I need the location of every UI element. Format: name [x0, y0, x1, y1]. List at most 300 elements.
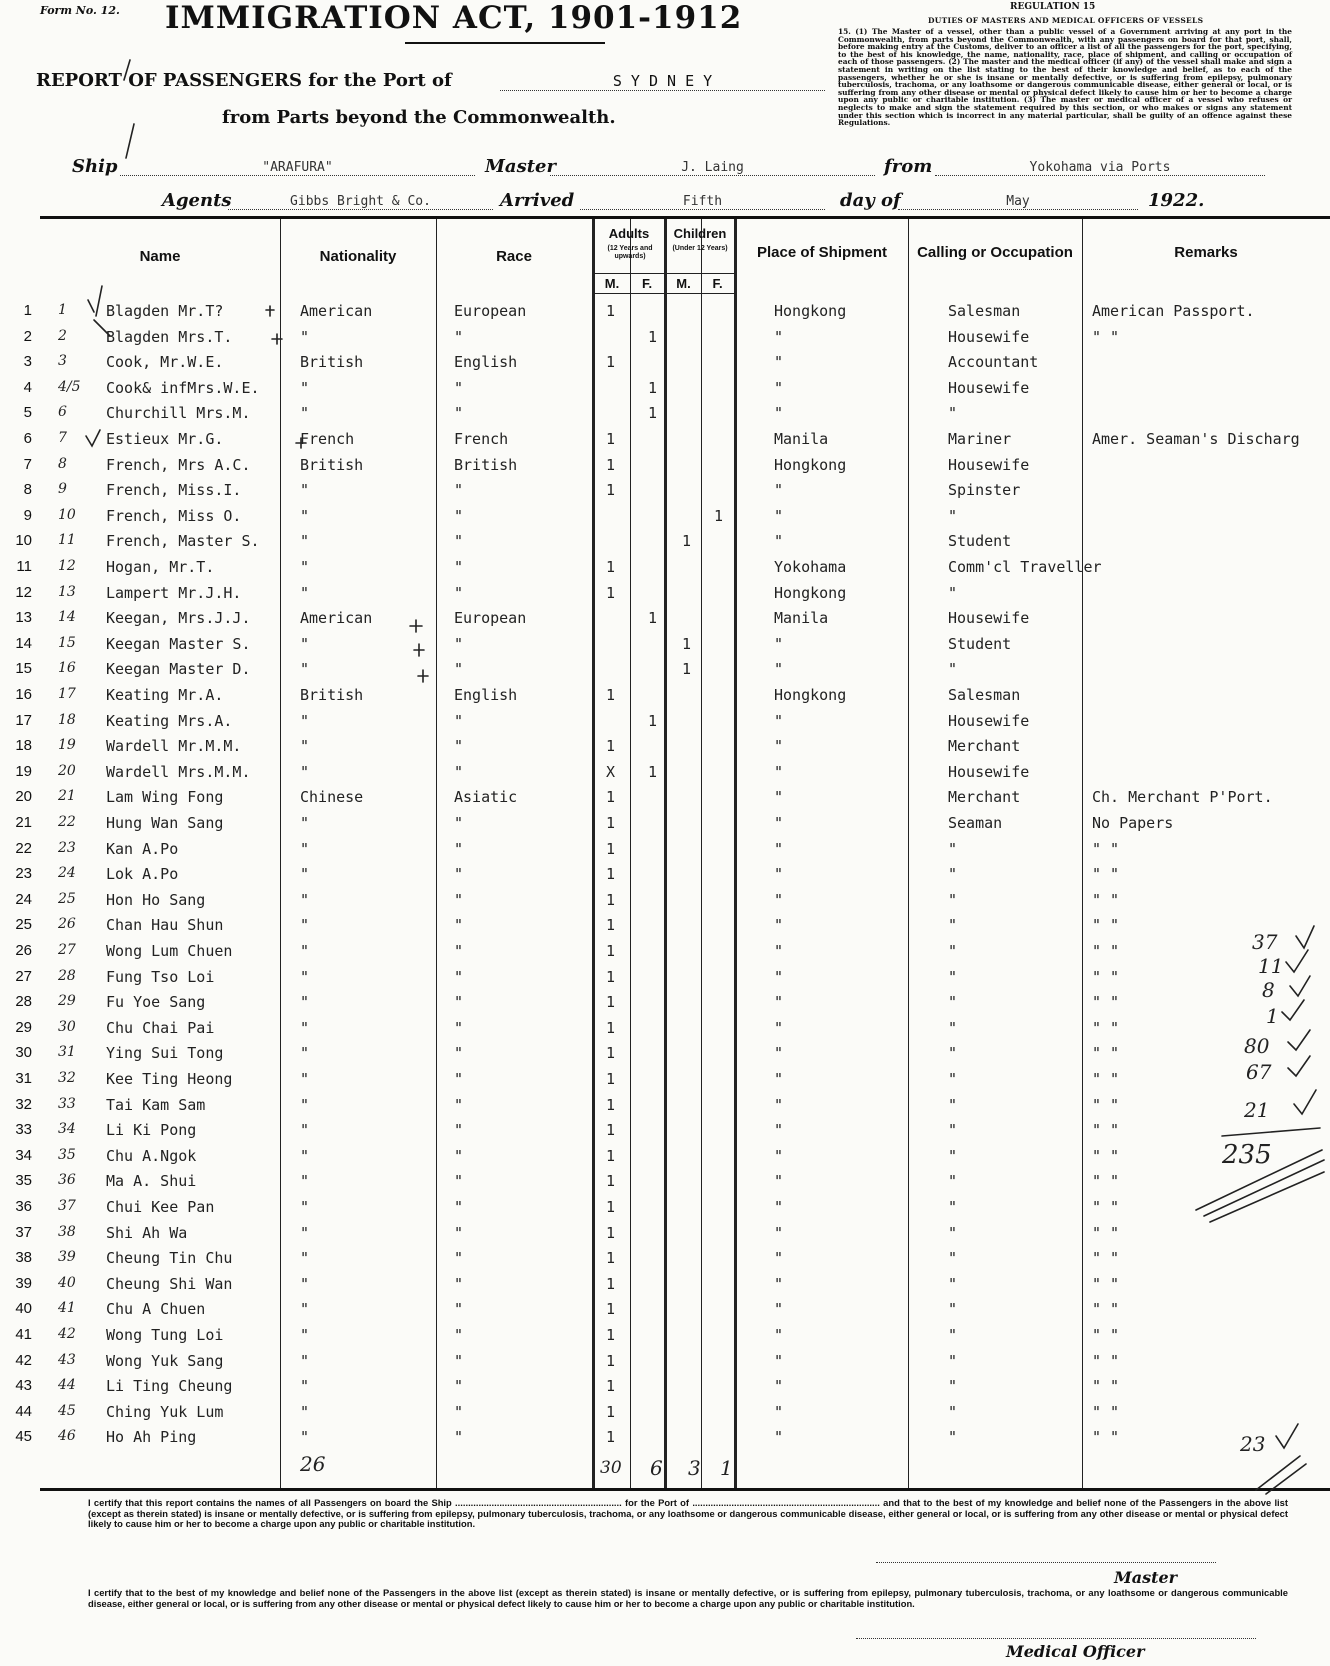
- adult-male-cell: 1: [606, 584, 616, 602]
- row-number: 7: [23, 456, 32, 473]
- race-cell: British: [454, 456, 518, 474]
- handwritten-count: 38: [58, 1224, 76, 1240]
- race-cell: European: [454, 302, 527, 320]
- row-number: 27: [15, 968, 32, 985]
- place-of-shipment-cell: ": [774, 1070, 784, 1088]
- occupation-cell: Comm'cl Traveller: [948, 558, 1102, 576]
- occupation-cell: ": [948, 1352, 958, 1370]
- handwritten-count: 19: [58, 737, 76, 753]
- row-number: 17: [15, 712, 32, 729]
- handwritten-count: 27: [58, 942, 76, 958]
- row-number: 16: [15, 686, 32, 703]
- occupation-cell: Housewife: [948, 712, 1030, 730]
- adult-female-cell: 1: [648, 712, 658, 730]
- nationality-cell: ": [300, 1121, 310, 1139]
- occupation-cell: ": [948, 1403, 958, 1421]
- handwritten-count: 21: [58, 788, 76, 804]
- occupation-cell: Salesman: [948, 302, 1021, 320]
- race-cell: ": [454, 1352, 464, 1370]
- row-number: 9: [23, 507, 32, 524]
- strike-marks: [1256, 1456, 1306, 1494]
- tick-mark: [1296, 926, 1314, 948]
- passenger-name: Kee Ting Heong: [106, 1070, 233, 1088]
- place-of-shipment-cell: Hongkong: [774, 302, 847, 320]
- passenger-name: Cheung Tin Chu: [106, 1249, 233, 1267]
- row-number: 32: [15, 1096, 32, 1113]
- handwritten-count: 7: [58, 430, 67, 446]
- adult-male-cell: 1: [606, 865, 616, 883]
- nationality-cell: ": [300, 1224, 310, 1242]
- adult-male-cell: 1: [606, 814, 616, 832]
- occupation-cell: ": [948, 1172, 958, 1190]
- passenger-name: Keegan, Mrs.J.J.: [106, 609, 251, 627]
- remarks-cell: " ": [1092, 891, 1120, 909]
- passenger-name: Kan A.Po: [106, 840, 179, 858]
- adult-male-cell: 1: [606, 481, 616, 499]
- handwritten-count: 26: [58, 916, 76, 932]
- column-header-nationality: Nationality: [319, 248, 397, 265]
- nationality-cell: ": [300, 1198, 310, 1216]
- child-male-cell: 1: [682, 635, 692, 653]
- row-number: 8: [23, 481, 32, 498]
- place-of-shipment-cell: ": [774, 763, 784, 781]
- children-female-header: F.: [712, 276, 723, 291]
- adult-male-cell: 1: [606, 993, 616, 1011]
- total-children-male: 3: [688, 1456, 701, 1480]
- adult-male-cell: 1: [606, 686, 616, 704]
- handwritten-count: 1: [58, 302, 67, 318]
- place-of-shipment-cell: ": [774, 1300, 784, 1318]
- master-signature-line: [876, 1562, 1216, 1563]
- adult-male-cell: 1: [606, 1300, 616, 1318]
- race-cell: ": [454, 1019, 464, 1037]
- passenger-name: Shi Ah Wa: [106, 1224, 188, 1242]
- nationality-cell: ": [300, 1070, 310, 1088]
- remarks-cell: " ": [1092, 1249, 1120, 1267]
- occupation-cell: ": [948, 916, 958, 934]
- race-cell: ": [454, 1275, 464, 1293]
- race-cell: ": [454, 865, 464, 883]
- passenger-name: Wong Tung Loi: [106, 1326, 224, 1344]
- handwritten-count: 14: [58, 609, 76, 625]
- passenger-name: Ho Ah Ping: [106, 1428, 197, 1446]
- adult-male-cell: 1: [606, 1044, 616, 1062]
- remarks-cell: " ": [1092, 1147, 1120, 1165]
- handwritten-count: 16: [58, 660, 76, 676]
- handwritten-count: 17: [58, 686, 76, 702]
- race-cell: ": [454, 660, 464, 678]
- occupation-cell: ": [948, 1121, 958, 1139]
- handwritten-count: 20: [58, 763, 76, 779]
- tick-mark: [1282, 1000, 1304, 1020]
- race-cell: ": [454, 737, 464, 755]
- margin-mark: [126, 124, 134, 158]
- occupation-cell: Mariner: [948, 430, 1012, 448]
- handwritten-count: 8: [58, 456, 67, 472]
- row-number: 2: [23, 328, 32, 345]
- nationality-cell: ": [300, 1403, 310, 1421]
- nationality-cell: ": [300, 865, 310, 883]
- tick-mark: [1294, 1090, 1316, 1114]
- children-age-note: (Under 12 Years): [672, 245, 728, 252]
- margin-note: 11: [1258, 954, 1284, 978]
- nationality-cell: ": [300, 532, 310, 550]
- row-number: 5: [23, 404, 32, 421]
- handwritten-count: 2: [58, 328, 67, 344]
- handwritten-count: 23: [58, 840, 76, 856]
- passenger-name: Chui Kee Pan: [106, 1198, 215, 1216]
- passenger-name: Wong Lum Chuen: [106, 942, 233, 960]
- passenger-name: Keegan Master D.: [106, 660, 251, 678]
- remarks-cell: " ": [1092, 1198, 1120, 1216]
- place-of-shipment-cell: ": [774, 1224, 784, 1242]
- race-cell: ": [454, 1300, 464, 1318]
- regulation-text: 15. (1) The Master of a vessel, other than a public vessel of a Government arriving at any port in the Commonwealth, from parts beyond the Commonwealth, with any passengers on board for that port, shall, before making entry at the Customs, deliver to an officer a list of all the passengers for the port, specifying, to the best of his knowledge, the name, nationality, race, place of shipment, and calling or occupation of each of those passengers. (2) The master and the medical officer (if any) of the vessel shall make and sign a statement in writing on the list stating to the best of their knowledge and belief, as to each of the passengers, whether he or she is insane or mentally defective, or is suffering from epilepsy, pulmonary tuberculosis, trachoma, or any loathsome or dangerous communicable disease, either general or local, or is suffering from any other disease or mental or physical defect likely to cause him or her to become a charge upon any public or charitable institution. (3) The master or medical officer of a vessel who refuses or neglects to make and sign the statement required by this section, or who makes or signs any statement under this section which is incorrect in any material particular, shall be guilty of an offence against these Regulations.: [838, 27, 1292, 128]
- occupation-cell: Seaman: [948, 814, 1003, 832]
- margin-note: 23: [1240, 1432, 1266, 1456]
- place-of-shipment-cell: Yokohama: [774, 558, 847, 576]
- medical-signature-line: [856, 1638, 1256, 1639]
- row-number: 38: [15, 1249, 32, 1266]
- race-cell: ": [454, 1198, 464, 1216]
- place-of-shipment-cell: ": [774, 635, 784, 653]
- remarks-cell: " ": [1092, 1275, 1120, 1293]
- row-number: 43: [15, 1377, 32, 1394]
- adult-male-cell: X: [606, 763, 616, 781]
- race-cell: ": [454, 840, 464, 858]
- row-number: 21: [15, 814, 32, 831]
- row-number: 31: [15, 1070, 32, 1087]
- arrived-label: Arrived: [500, 190, 575, 211]
- race-cell: ": [454, 481, 464, 499]
- remarks-cell: " ": [1092, 942, 1120, 960]
- nationality-cell: ": [300, 737, 310, 755]
- remarks-cell: " ": [1092, 1019, 1120, 1037]
- nationality-cell: ": [300, 660, 310, 678]
- row-number: 37: [15, 1224, 32, 1241]
- row-number: 42: [15, 1352, 32, 1369]
- master-certificate: I certify that this report contains the names of all Passengers on board the Ship ................................................................ for the Port of ........................................................................ and that to the best of my knowledge and belief none of the Passengers in the above list (except as therein stated) is insane or mentally defective, or is suffering from epilepsy, pulmonary tuberculosis, trachoma, or any loathsome or dangerous communicable disease, either general or local, or is suffering from any other disease or mental or physical defect likely to cause him or her to become a charge upon any public or charitable institution.: [88, 1497, 1288, 1529]
- passenger-name: Ching Yuk Lum: [106, 1403, 224, 1421]
- occupation-cell: Housewife: [948, 379, 1030, 397]
- passenger-name: Li Ki Pong: [106, 1121, 197, 1139]
- race-cell: ": [454, 993, 464, 1011]
- arrived-field: Fifth: [580, 194, 825, 210]
- nationality-cell: ": [300, 1147, 310, 1165]
- occupation-cell: Spinster: [948, 481, 1021, 499]
- nationality-cell: British: [300, 353, 364, 371]
- race-cell: ": [454, 891, 464, 909]
- place-of-shipment-cell: ": [774, 507, 784, 525]
- adult-female-cell: 1: [648, 328, 658, 346]
- handwritten-count: 35: [58, 1147, 76, 1163]
- remarks-cell: " ": [1092, 1224, 1120, 1242]
- adult-male-cell: 1: [606, 1224, 616, 1242]
- occupation-cell: Salesman: [948, 686, 1021, 704]
- place-of-shipment-cell: Hongkong: [774, 584, 847, 602]
- regulation-title: REGULATION 15: [1010, 2, 1096, 12]
- passenger-name: Lampert Mr.J.H.: [106, 584, 242, 602]
- handwritten-count: 13: [58, 584, 76, 600]
- place-of-shipment-cell: ": [774, 942, 784, 960]
- nationality-cell: ": [300, 481, 310, 499]
- passenger-name: Cheung Shi Wan: [106, 1275, 233, 1293]
- row-number: 20: [15, 788, 32, 805]
- adult-male-cell: 1: [606, 1070, 616, 1088]
- remarks-cell: " ": [1092, 865, 1120, 883]
- nationality-cell: ": [300, 1044, 310, 1062]
- master-signature-label: Master: [1114, 1568, 1178, 1587]
- remarks-cell: " ": [1092, 1352, 1120, 1370]
- margin-note: 8: [1262, 978, 1275, 1002]
- row-number: 22: [15, 840, 32, 857]
- remarks-cell: " ": [1092, 993, 1120, 1011]
- passenger-name: Hon Ho Sang: [106, 891, 206, 909]
- nationality-cell: ": [300, 1326, 310, 1344]
- handwritten-count: 37: [58, 1198, 76, 1214]
- occupation-cell: ": [948, 1070, 958, 1088]
- race-cell: ": [454, 558, 464, 576]
- handwritten-count: 15: [58, 635, 76, 651]
- remarks-cell: " ": [1092, 1326, 1120, 1344]
- adult-male-cell: 1: [606, 1377, 616, 1395]
- race-cell: ": [454, 328, 464, 346]
- adult-female-cell: 1: [648, 404, 658, 422]
- row-number: 3: [23, 353, 32, 370]
- race-cell: ": [454, 712, 464, 730]
- handwritten-count: 6: [58, 404, 67, 420]
- place-of-shipment-cell: ": [774, 1326, 784, 1344]
- place-of-shipment-cell: ": [774, 737, 784, 755]
- nationality-cell: French: [300, 430, 355, 448]
- tick-mark: [88, 286, 102, 316]
- adult-male-cell: 1: [606, 968, 616, 986]
- race-cell: ": [454, 1172, 464, 1190]
- margin-note: 21: [1244, 1098, 1270, 1122]
- handwritten-count: 42: [58, 1326, 76, 1342]
- adult-male-cell: 1: [606, 1121, 616, 1139]
- nationality-cell: ": [300, 1428, 310, 1446]
- handwritten-count: 18: [58, 712, 76, 728]
- nationality-cell: ": [300, 814, 310, 832]
- race-cell: ": [454, 507, 464, 525]
- remarks-cell: " ": [1092, 916, 1120, 934]
- place-of-shipment-cell: ": [774, 1352, 784, 1370]
- margin-note: 37: [1252, 930, 1278, 954]
- nationality-cell: American: [300, 302, 373, 320]
- from-parts-heading: from Parts beyond the Commonwealth.: [222, 107, 616, 128]
- adult-female-cell: 1: [648, 609, 658, 627]
- adult-male-cell: 1: [606, 1147, 616, 1165]
- children-male-header: M.: [676, 276, 691, 291]
- row-number: 6: [23, 430, 32, 447]
- adult-male-cell: 1: [606, 1198, 616, 1216]
- handwritten-count: 39: [58, 1249, 76, 1265]
- passenger-name: Chu A.Ngok: [106, 1147, 197, 1165]
- year-field: 1922.: [1148, 190, 1205, 211]
- nationality-cell: ": [300, 1249, 310, 1267]
- nationality-cell: ": [300, 891, 310, 909]
- row-number: 24: [15, 891, 32, 908]
- column-header-remarks: Remarks: [1174, 244, 1238, 261]
- child-male-cell: 1: [682, 532, 692, 550]
- race-cell: ": [454, 532, 464, 550]
- total-nationality: 26: [300, 1452, 326, 1476]
- row-number: 23: [15, 865, 32, 882]
- adult-male-cell: 1: [606, 891, 616, 909]
- nationality-cell: ": [300, 993, 310, 1011]
- place-of-shipment-cell: ": [774, 404, 784, 422]
- place-of-shipment-cell: ": [774, 353, 784, 371]
- report-heading: REPORT OF PASSENGERS for the Port of: [36, 70, 452, 91]
- race-cell: ": [454, 1249, 464, 1267]
- race-cell: ": [454, 916, 464, 934]
- place-of-shipment-cell: ": [774, 660, 784, 678]
- day-of-label: day of: [840, 190, 901, 211]
- row-number: 1: [23, 302, 32, 319]
- nationality-cell: ": [300, 1377, 310, 1395]
- occupation-cell: ": [948, 404, 958, 422]
- race-cell: ": [454, 1377, 464, 1395]
- occupation-cell: ": [948, 507, 958, 525]
- total-children-female: 1: [720, 1456, 733, 1480]
- place-of-shipment-cell: ": [774, 1428, 784, 1446]
- row-number: 35: [15, 1172, 32, 1189]
- margin-mark: [124, 60, 130, 80]
- place-of-shipment-cell: ": [774, 1377, 784, 1395]
- passenger-name: Lok A.Po: [106, 865, 179, 883]
- remarks-cell: " ": [1092, 1377, 1120, 1395]
- occupation-cell: Housewife: [948, 456, 1030, 474]
- passenger-name: Fu Yoe Sang: [106, 993, 206, 1011]
- handwritten-count: 25: [58, 891, 76, 907]
- row-number: 40: [15, 1300, 32, 1317]
- nationality-cell: ": [300, 1096, 310, 1114]
- race-cell: ": [454, 379, 464, 397]
- handwritten-count: 41: [58, 1300, 76, 1316]
- race-cell: English: [454, 353, 518, 371]
- race-cell: Asiatic: [454, 788, 518, 806]
- handwritten-count: 30: [58, 1019, 76, 1035]
- nationality-cell: ": [300, 1019, 310, 1037]
- occupation-cell: ": [948, 1326, 958, 1344]
- row-number: 36: [15, 1198, 32, 1215]
- column-header-place: Place of Shipment: [756, 244, 888, 261]
- nationality-cell: ": [300, 712, 310, 730]
- row-number: 19: [15, 763, 32, 780]
- adult-male-cell: 1: [606, 1326, 616, 1344]
- nationality-cell: ": [300, 404, 310, 422]
- adult-female-cell: 1: [648, 379, 658, 397]
- adult-male-cell: 1: [606, 788, 616, 806]
- passenger-name: Chan Hau Shun: [106, 916, 224, 934]
- place-of-shipment-cell: ": [774, 328, 784, 346]
- row-number: 34: [15, 1147, 32, 1164]
- place-of-shipment-cell: ": [774, 916, 784, 934]
- nationality-cell: ": [300, 584, 310, 602]
- place-of-shipment-cell: ": [774, 968, 784, 986]
- adult-male-cell: 1: [606, 1096, 616, 1114]
- row-number: 28: [15, 993, 32, 1010]
- handwritten-count: 12: [58, 558, 76, 574]
- race-cell: ": [454, 1070, 464, 1088]
- row-number: 30: [15, 1044, 32, 1061]
- nationality-cell: ": [300, 379, 310, 397]
- occupation-cell: ": [948, 840, 958, 858]
- occupation-cell: Merchant: [948, 737, 1021, 755]
- medical-signature-label: Medical Officer: [1006, 1642, 1145, 1661]
- row-number: 25: [15, 916, 32, 933]
- occupation-cell: ": [948, 1275, 958, 1293]
- row-number: 11: [16, 558, 32, 575]
- handwritten-count: 43: [58, 1352, 76, 1368]
- race-cell: ": [454, 1224, 464, 1242]
- remarks-cell: " ": [1092, 1172, 1120, 1190]
- column-header-race: Race: [496, 248, 532, 265]
- sum-rule: [1222, 1128, 1320, 1136]
- handwritten-count: 33: [58, 1096, 76, 1112]
- adults-female-header: F.: [641, 276, 653, 291]
- adult-male-cell: 1: [606, 1019, 616, 1037]
- margin-note: 80: [1244, 1034, 1270, 1058]
- occupation-cell: Merchant: [948, 788, 1021, 806]
- place-of-shipment-cell: ": [774, 1198, 784, 1216]
- row-number: 4: [23, 379, 32, 396]
- passenger-name: Blagden Mr.T?: [106, 302, 224, 320]
- place-of-shipment-cell: ": [774, 1172, 784, 1190]
- adult-male-cell: 1: [606, 737, 616, 755]
- medical-certificate: I certify that to the best of my knowledge and belief none of the Passengers in the above list (except as therein stated) is insane or mentally defective, or is suffering from epilepsy, pulmonary tuberculosis, trachoma, or any loathsome or dangerous communicable disease, either general or local, or is suffering from any other disease or mental or physical defect likely to cause him or her to become a charge upon any public or charitable institution.: [88, 1587, 1288, 1609]
- occupation-cell: ": [948, 1147, 958, 1165]
- month-field: May: [898, 194, 1138, 210]
- row-number: 26: [15, 942, 32, 959]
- passenger-name: French, Mrs A.C.: [106, 456, 251, 474]
- race-cell: ": [454, 942, 464, 960]
- place-of-shipment-cell: ": [774, 1147, 784, 1165]
- place-of-shipment-cell: Manila: [774, 430, 829, 448]
- handwritten-count: 44: [58, 1377, 76, 1393]
- occupation-cell: ": [948, 968, 958, 986]
- passenger-name: Blagden Mrs.T.: [106, 328, 233, 346]
- adult-female-cell: 1: [648, 763, 658, 781]
- race-cell: ": [454, 1403, 464, 1421]
- nationality-cell: ": [300, 942, 310, 960]
- remarks-cell: " ": [1092, 1070, 1120, 1088]
- place-of-shipment-cell: Hongkong: [774, 456, 847, 474]
- tick-mark: [86, 430, 100, 446]
- child-female-cell: 1: [714, 507, 724, 525]
- place-of-shipment-cell: ": [774, 1249, 784, 1267]
- child-male-cell: 1: [682, 660, 692, 678]
- race-cell: ": [454, 1096, 464, 1114]
- margin-note: 235: [1222, 1140, 1272, 1170]
- row-number: 29: [15, 1019, 32, 1036]
- agents-label: Agents: [162, 190, 232, 211]
- passenger-name: Chu Chai Pai: [106, 1019, 215, 1037]
- passenger-name: Churchill Mrs.M.: [106, 404, 251, 422]
- tick-mark: [1286, 950, 1308, 972]
- from-label: from: [884, 156, 933, 177]
- occupation-cell: ": [948, 1300, 958, 1318]
- master-field: J. Laing: [550, 160, 875, 176]
- race-cell: ": [454, 635, 464, 653]
- adult-male-cell: 1: [606, 353, 616, 371]
- remarks-cell: " ": [1092, 1403, 1120, 1421]
- nationality-cell: ": [300, 840, 310, 858]
- place-of-shipment-cell: ": [774, 481, 784, 499]
- occupation-cell: Housewife: [948, 328, 1030, 346]
- nationality-cell: British: [300, 686, 364, 704]
